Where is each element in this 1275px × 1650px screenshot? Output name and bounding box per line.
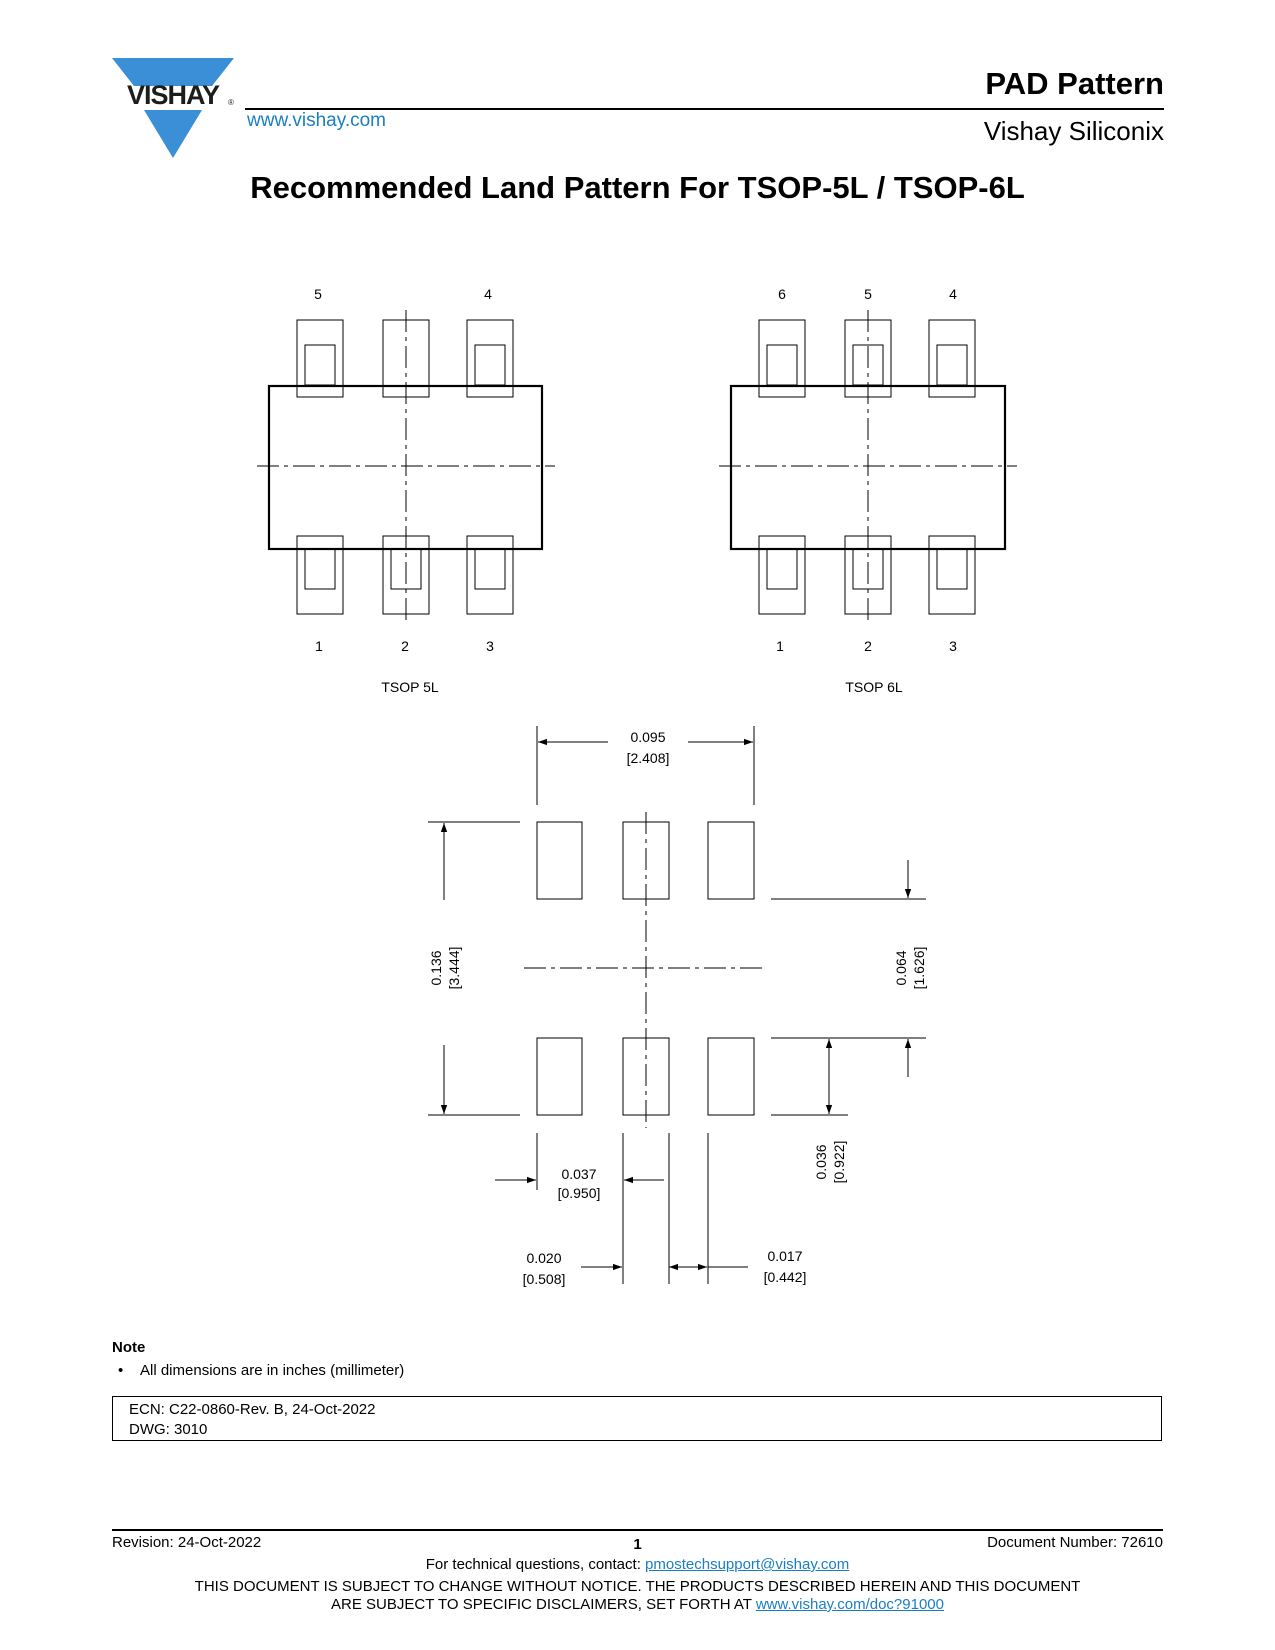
tsop6-pin-6: 6 bbox=[778, 286, 786, 302]
document-type: PAD Pattern bbox=[985, 66, 1164, 101]
page-title: Recommended Land Pattern For TSOP-5L / TSOP-6L bbox=[250, 170, 1025, 205]
dim-pitch-inch: 0.037 bbox=[561, 1166, 597, 1182]
disclaimer-link[interactable]: www.vishay.com/doc?91000 bbox=[755, 1596, 944, 1613]
revision-date: Revision: 24-Oct-2022 bbox=[112, 1534, 262, 1551]
note-item bbox=[118, 1362, 404, 1379]
footer-divider bbox=[112, 1529, 1163, 1531]
bullet-icon: • bbox=[118, 1362, 124, 1379]
dim-pad-width-mm: [0.508] bbox=[522, 1271, 566, 1287]
dim-width-inch: 0.095 bbox=[630, 729, 666, 745]
tsop6-pin-2: 2 bbox=[864, 638, 872, 654]
dwg-line: DWG: 3010 bbox=[129, 1421, 208, 1438]
contact-prefix: For technical questions, contact: bbox=[425, 1556, 646, 1573]
tsop5-pin-1: 1 bbox=[315, 638, 323, 654]
tsop6-label: TSOP 6L bbox=[845, 679, 903, 695]
ecn-line: ECN: C22-0860-Rev. B, 24-Oct-2022 bbox=[129, 1401, 376, 1418]
tsop5-pin-4: 4 bbox=[484, 286, 492, 302]
contact-email-link[interactable]: pmostechsupport@vishay.com bbox=[645, 1556, 850, 1573]
note-item-text: All dimensions are in inches (millimeter) bbox=[140, 1362, 405, 1379]
dim-pad-length-inch: 0.036 bbox=[813, 1144, 829, 1180]
logo-wordmark: VISHAY bbox=[126, 80, 220, 110]
tsop5-package bbox=[257, 310, 555, 625]
document-number: Document Number: 72610 bbox=[987, 1534, 1163, 1551]
disclaimer-line-2-text: ARE SUBJECT TO SPECIFIC DISCLAIMERS, SET FORTH AT bbox=[331, 1596, 756, 1613]
contact-line bbox=[0, 1556, 1275, 1573]
tsop6-pin-3: 3 bbox=[949, 638, 957, 654]
dim-width-mm: [2.408] bbox=[626, 750, 670, 766]
land-pattern-pads bbox=[524, 812, 766, 1128]
dim-pad-spacing-mm: [0.442] bbox=[763, 1269, 807, 1285]
tsop5-label: TSOP 5L bbox=[381, 679, 439, 695]
dim-pad-spacing-inch: 0.017 bbox=[767, 1248, 803, 1264]
tsop5-pin-3: 3 bbox=[486, 638, 494, 654]
ecn-box bbox=[112, 1396, 1162, 1441]
dim-gap-mm: [1.626] bbox=[911, 946, 927, 990]
svg-text:®: ® bbox=[228, 98, 234, 107]
dimension-lines bbox=[428, 726, 926, 1284]
disclaimer-line-1: THIS DOCUMENT IS SUBJECT TO CHANGE WITHOUT NOTICE. THE PRODUCTS DESCRIBED HEREIN AND THIS DOCUMENT bbox=[194, 1578, 1081, 1595]
tsop6-package bbox=[719, 310, 1017, 625]
dim-height-mm: [3.444] bbox=[446, 946, 462, 990]
dim-pad-length-mm: [0.922] bbox=[831, 1140, 847, 1184]
tsop6-pin-5: 5 bbox=[864, 286, 872, 302]
dim-gap-inch: 0.064 bbox=[893, 950, 909, 986]
note-title: Note bbox=[112, 1339, 146, 1356]
tsop5-pin-2: 2 bbox=[401, 638, 409, 654]
tsop5-pin-5: 5 bbox=[314, 286, 322, 302]
dim-pitch-mm: [0.950] bbox=[557, 1185, 601, 1201]
dim-pad-width-inch: 0.020 bbox=[526, 1250, 562, 1266]
disclaimer-line-2 bbox=[0, 1596, 1275, 1614]
header-url[interactable]: www.vishay.com bbox=[247, 110, 387, 131]
tsop6-pin-1: 1 bbox=[776, 638, 784, 654]
company-name: Vishay Siliconix bbox=[983, 116, 1164, 146]
disclaimer bbox=[0, 1578, 1275, 1614]
tsop6-pin-4: 4 bbox=[949, 286, 957, 302]
page-number: 1 bbox=[633, 1536, 642, 1553]
dim-height-inch: 0.136 bbox=[428, 950, 444, 986]
